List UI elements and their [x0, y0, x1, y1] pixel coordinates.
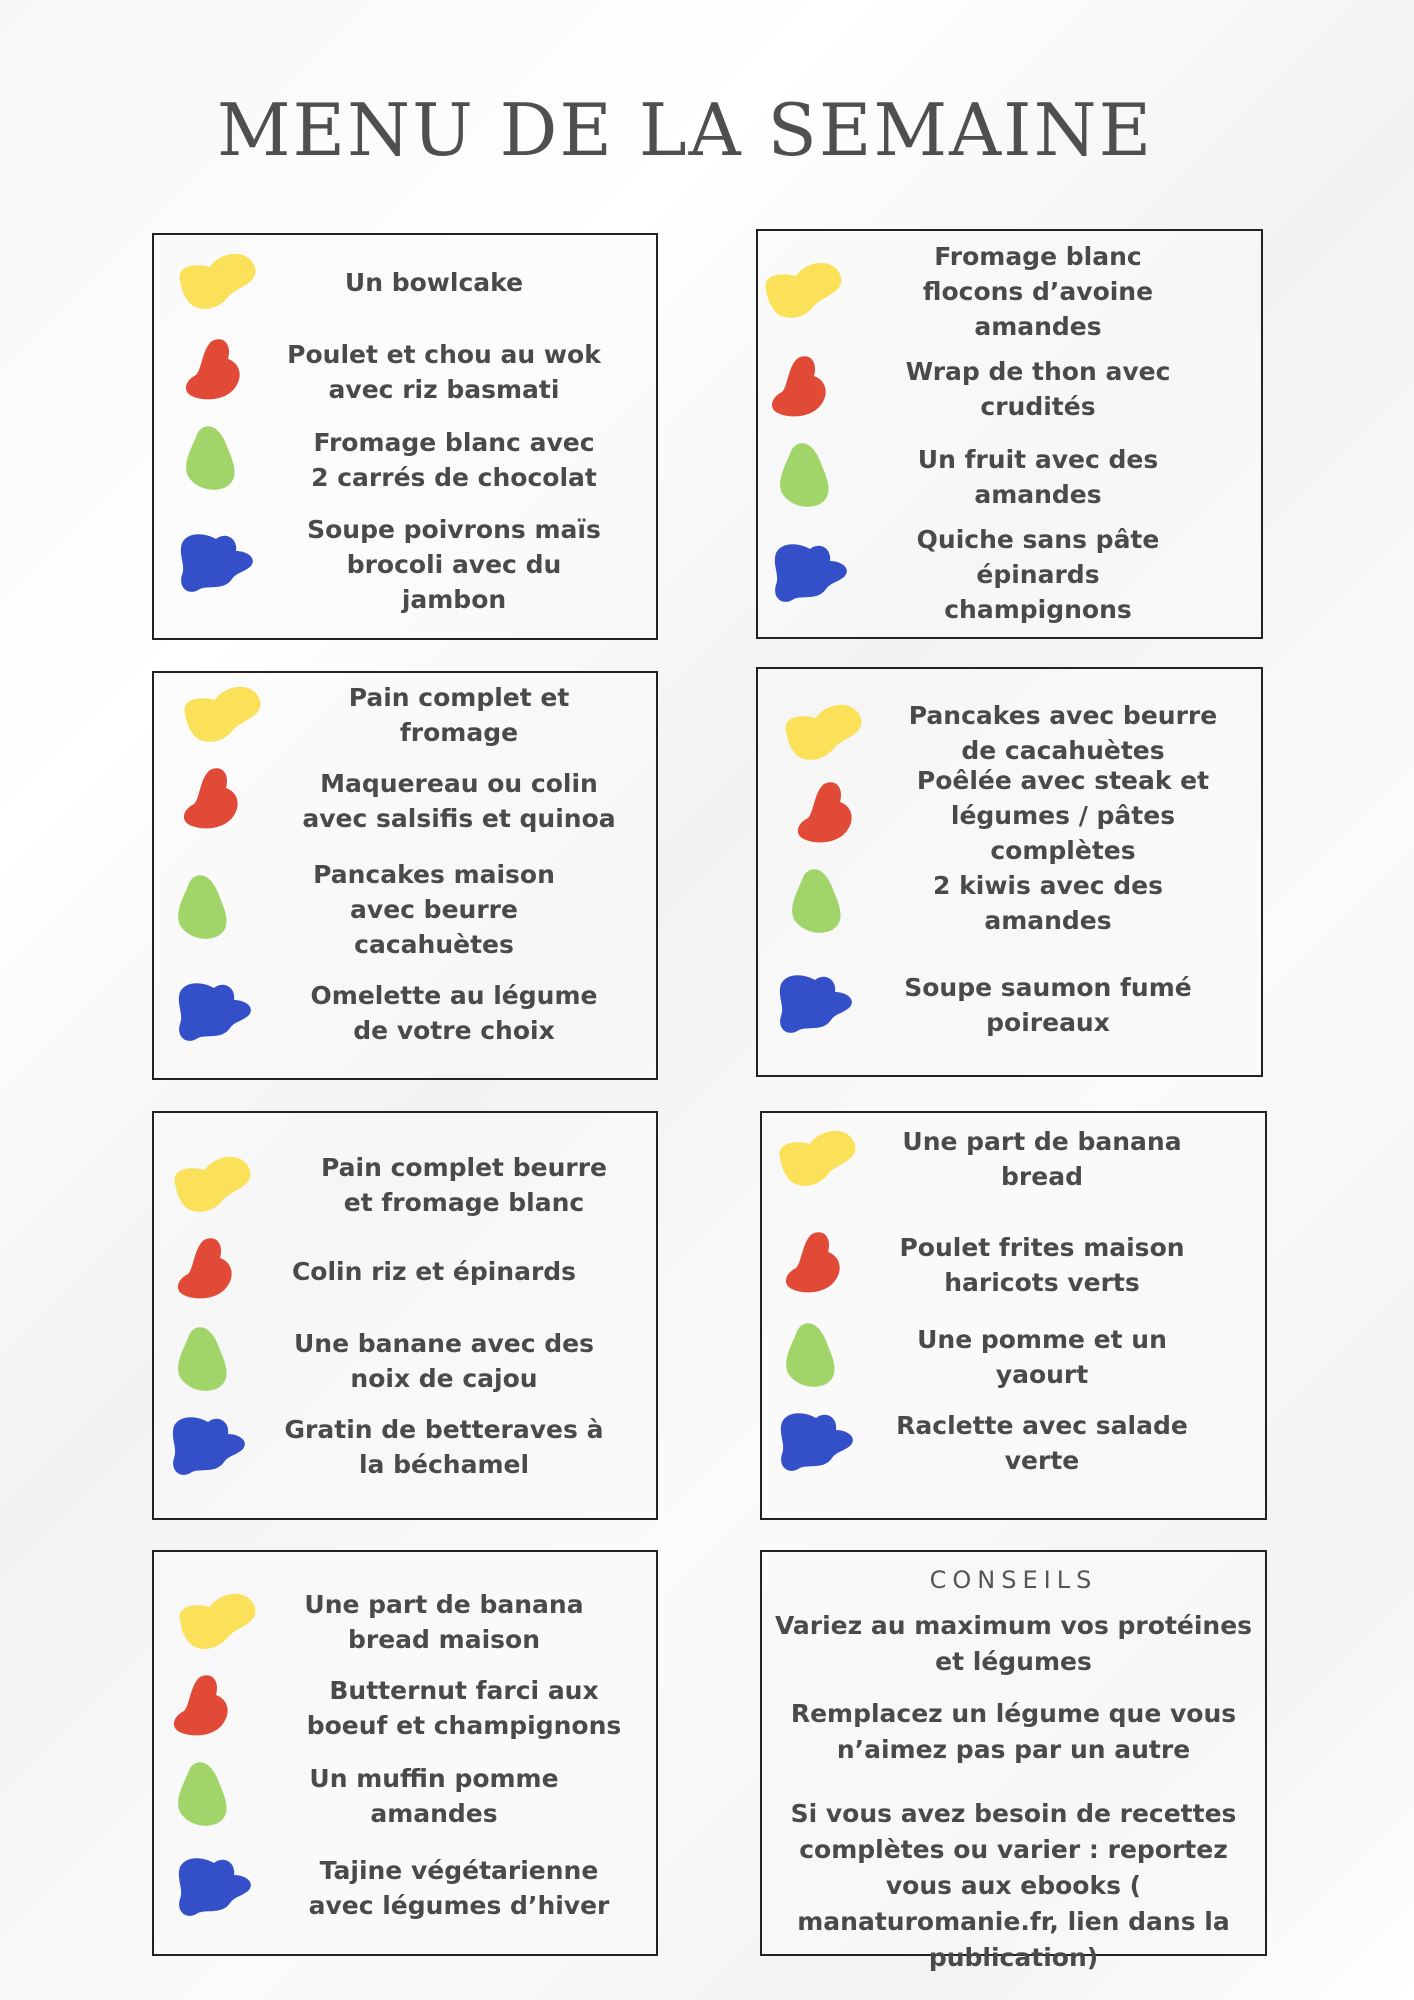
- meal-text: Soupe poivrons maïs brocoli avec du jambon: [307, 514, 601, 614]
- meal-text: Poulet et chou au wok avec riz basmati: [287, 340, 601, 404]
- meal-lunch: [758, 765, 1261, 865]
- meal-breakfast: [758, 241, 1261, 341]
- day-card-4: [756, 667, 1263, 1077]
- yellow-blob-icon: [179, 678, 265, 748]
- meal-lunch: [154, 332, 656, 412]
- day-card-3: [152, 671, 658, 1080]
- green-blob-icon: [166, 1324, 252, 1394]
- meal-snack: [762, 1317, 1265, 1397]
- meal-text: Pancakes maison avec beurre cacahuètes: [313, 859, 555, 959]
- green-blob-icon: [166, 1759, 252, 1829]
- meal-text: Une part de banana bread: [902, 1127, 1182, 1191]
- meal-text: Fromage blanc flocons d’avoine amandes: [922, 241, 1154, 341]
- meal-breakfast: [154, 242, 656, 322]
- red-blob-icon: [172, 764, 258, 834]
- red-blob-icon: [786, 778, 872, 848]
- meal-text: Pain complet et fromage: [348, 683, 570, 747]
- meal-text: Une part de banana bread maison: [304, 1590, 584, 1654]
- yellow-blob-icon: [780, 696, 866, 766]
- meal-text: Une banane avec des noix de cajou: [293, 1329, 595, 1393]
- meal-snack: [154, 420, 656, 500]
- green-blob-icon: [780, 866, 866, 936]
- yellow-blob-icon: [760, 254, 846, 324]
- meal-dinner: [154, 973, 656, 1053]
- red-blob-icon: [166, 1234, 252, 1304]
- meal-lunch: [154, 1668, 656, 1748]
- blue-blob-icon: [773, 968, 859, 1038]
- red-blob-icon: [174, 335, 260, 405]
- meal-breakfast: [154, 1145, 656, 1225]
- green-blob-icon: [174, 423, 260, 493]
- green-blob-icon: [166, 872, 252, 942]
- meal-lunch: [154, 1231, 656, 1311]
- meal-text: Pain complet beurre et fromage blanc: [321, 1153, 607, 1217]
- meal-dinner: [758, 524, 1261, 624]
- red-blob-icon: [162, 1671, 248, 1741]
- red-blob-icon: [774, 1228, 860, 1298]
- meal-text: Tajine végétarienne avec légumes d’hiver: [308, 1856, 610, 1920]
- blue-blob-icon: [172, 976, 258, 1046]
- meal-lunch: [154, 761, 656, 841]
- meal-lunch: [762, 1225, 1265, 1305]
- meal-snack: [758, 863, 1261, 943]
- meal-text: Pancakes avec beurre de cacahuètes: [908, 701, 1218, 765]
- blue-blob-icon: [768, 537, 854, 607]
- meal-lunch: [758, 349, 1261, 429]
- yellow-blob-icon: [774, 1122, 860, 1192]
- meal-breakfast: [154, 675, 656, 755]
- meal-text: Omelette au légume de votre choix: [310, 981, 598, 1045]
- meal-text: Maquereau ou colin avec salsifis et quinoa: [302, 769, 616, 833]
- meal-text: Une pomme et un yaourt: [917, 1325, 1167, 1389]
- meal-snack: [154, 1756, 656, 1836]
- tip-item: Variez au maximum vos protéines et légumes: [774, 1611, 1253, 1676]
- meal-text: Un fruit avec des amandes: [917, 445, 1159, 509]
- meal-text: Colin riz et épinards: [291, 1256, 577, 1286]
- meal-text: 2 kiwis avec des amandes: [933, 871, 1163, 935]
- meal-breakfast: [758, 693, 1261, 773]
- meal-breakfast: [154, 1582, 656, 1662]
- red-blob-icon: [760, 352, 846, 422]
- meal-dinner: [154, 1407, 656, 1487]
- blue-blob-icon: [166, 1410, 252, 1480]
- meal-snack: [154, 1321, 656, 1401]
- day-card-1: [152, 233, 658, 640]
- yellow-blob-icon: [174, 1585, 260, 1655]
- meal-snack: [154, 859, 656, 959]
- meal-text: Fromage blanc avec 2 carrés de chocolat: [311, 428, 597, 492]
- tips-card: [760, 1550, 1267, 1972]
- tips-title: CONSEILS: [929, 1566, 1098, 1594]
- meal-text: Un bowlcake: [344, 267, 524, 297]
- meal-text: Quiche sans pâte épinards champignons: [916, 524, 1160, 624]
- day-card-5: [152, 1111, 658, 1520]
- blue-blob-icon: [774, 1406, 860, 1476]
- yellow-blob-icon: [169, 1148, 255, 1218]
- meal-dinner: [154, 1848, 656, 1928]
- meal-dinner: [154, 514, 656, 614]
- meal-dinner: [762, 1403, 1265, 1483]
- meal-text: Poêlée avec steak et légumes / pâtes complètes: [916, 765, 1210, 865]
- blue-blob-icon: [174, 527, 260, 597]
- green-blob-icon: [768, 440, 854, 510]
- meal-text: Raclette avec salade verte: [896, 1411, 1188, 1475]
- meal-breakfast: [762, 1119, 1265, 1199]
- tip-item: Si vous avez besoin de recettes complètes ou varier : reportez vous aux ebooks ( manaturomanie.fr, lien dans la publication): [790, 1799, 1237, 1972]
- meal-text: Poulet frites maison haricots verts: [899, 1233, 1185, 1297]
- day-card-7: [152, 1550, 658, 1956]
- day-card-6: [760, 1111, 1267, 1520]
- meal-text: Wrap de thon avec crudités: [905, 357, 1171, 421]
- blue-blob-icon: [172, 1851, 258, 1921]
- tip-item: Remplacez un légume que vous n’aimez pas par un autre: [790, 1699, 1237, 1764]
- meal-text: Un muffin pomme amandes: [309, 1764, 559, 1828]
- page-title: MENU DE LA SEMAINE: [216, 88, 1154, 172]
- yellow-blob-icon: [174, 245, 260, 315]
- day-card-2: [756, 229, 1263, 639]
- meal-text: Soupe saumon fumé poireaux: [904, 973, 1192, 1037]
- meal-dinner: [758, 965, 1261, 1045]
- meal-text: Gratin de betteraves à la béchamel: [284, 1415, 604, 1479]
- meal-snack: [758, 437, 1261, 517]
- green-blob-icon: [774, 1320, 860, 1390]
- meal-text: Butternut farci aux boeuf et champignons: [306, 1676, 622, 1740]
